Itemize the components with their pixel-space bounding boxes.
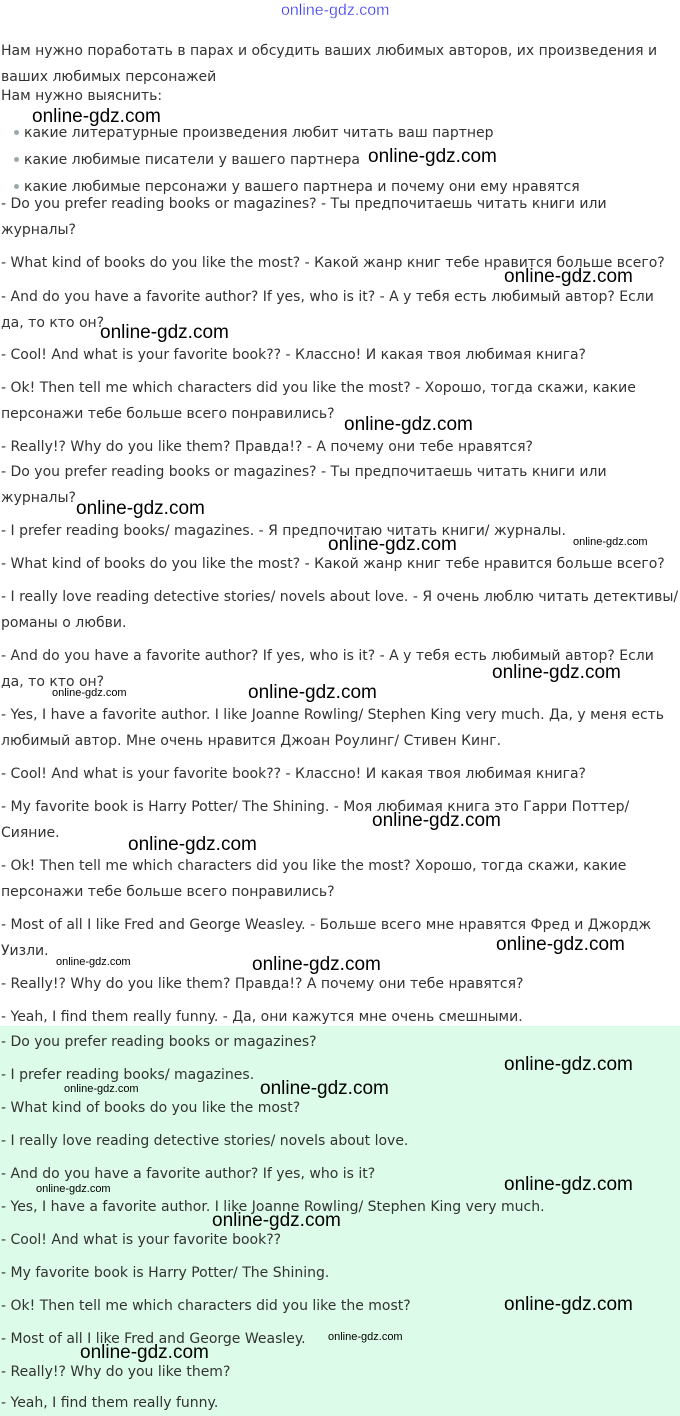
watermark: online-gdz.com — [504, 1174, 633, 1195]
watermark: online-gdz.com — [80, 1342, 209, 1363]
question-line: - Ok! Then tell me which characters did you like the most? - Хорошо, тогда скажи, какие персонажи тебе больше всего понравились? — [1, 380, 636, 422]
watermark: online-gdz.com — [64, 1083, 139, 1095]
task-need-label: Нам нужно выяснить: — [1, 88, 163, 104]
task-bullet: какие любимые писатели у вашего партнера — [24, 152, 360, 168]
watermark: online-gdz.com — [504, 1054, 633, 1075]
watermark: online-gdz.com — [504, 266, 633, 287]
watermark: online-gdz.com — [32, 106, 161, 127]
dialogue-line: - Most of all I like Fred and George Weasley. - Больше всего мне нравятся Фред и Джордж Уизли. — [1, 917, 652, 959]
watermark: online-gdz.com — [76, 498, 205, 519]
watermark: online-gdz.com — [492, 662, 621, 683]
dialogue-line: - Yeah, I find them really funny. - Да, они кажутся мне очень смешными. — [1, 1009, 523, 1025]
bullet-dot — [14, 157, 19, 162]
english-line: - I prefer reading books/ magazines. — [1, 1067, 255, 1083]
watermark: online-gdz.com — [368, 146, 497, 167]
watermark: online-gdz.com — [504, 1294, 633, 1315]
watermark: online-gdz.com — [248, 682, 377, 703]
dialogue-line: - I really love reading detective stories/ novels about love. - Я очень люблю читать детективы/ романы о любви. — [1, 589, 679, 631]
question-line: - Really!? Why do you like them? Правда!? - А почему они тебе нравятся? — [1, 439, 533, 455]
english-line: - Cool! And what is your favorite book?? — [1, 1232, 282, 1248]
question-line: - What kind of books do you like the most? - Какой жанр книг тебе нравится больше всего? — [1, 255, 665, 271]
dialogue-line: - Do you prefer reading books or magazines? - Ты предпочитаешь читать книги или журналы? — [1, 464, 607, 506]
dialogue-line: - I prefer reading books/ magazines. - Я предпочитаю читать книги/ журналы. — [1, 523, 566, 539]
bullet-dot — [14, 184, 19, 189]
watermark: online-gdz.com — [573, 536, 648, 548]
english-line: - And do you have a favorite author? If yes, who is it? — [1, 1166, 376, 1182]
dialogue-line: - My favorite book is Harry Potter/ The Shining. - Моя любимая книга это Гарри Поттер/ Сияние. — [1, 799, 630, 841]
english-line: - Really!? Why do you like them? — [1, 1364, 231, 1380]
bullet-dot — [14, 130, 19, 135]
task-intro-block — [0, 38, 680, 85]
english-line: - Most of all I like Fred and George Weasley. — [1, 1331, 306, 1347]
english-line: - I really love reading detective stories/ novels about love. — [1, 1133, 409, 1149]
watermark: online-gdz.com — [56, 956, 131, 968]
task-bullet: какие любимые персонажи у вашего партнера и почему они ему нравятся — [24, 179, 580, 195]
watermark: online-gdz.com — [328, 534, 457, 555]
question-line: - Cool! And what is your favorite book?? - Классно! И какая твоя любимая книга? — [1, 347, 586, 363]
english-line: - Ok! Then tell me which characters did you like the most? — [1, 1298, 411, 1314]
english-line: - Yes, I have a favorite author. I like Joanne Rowling/ Stephen King very much. — [1, 1199, 545, 1215]
question-line: - And do you have a favorite author? If yes, who is it? - А у тебя есть любимый автор? Если да, то кто он? — [1, 289, 654, 331]
task-intro: Нам нужно поработать в парах и обсудить ваших любимых авторов, их произведения и ваших любимых персонажей — [1, 43, 658, 85]
english-line: - Yeah, I find them really funny. — [1, 1395, 219, 1411]
dialogue-line: - What kind of books do you like the most? - Какой жанр книг тебе нравится больше всего? — [1, 556, 665, 572]
english-line: - My favorite book is Harry Potter/ The Shining. — [1, 1265, 330, 1281]
top-watermark: online-gdz.com — [281, 2, 390, 19]
watermark: online-gdz.com — [212, 1210, 341, 1231]
dialogue-line: - And do you have a favorite author? If yes, who is it? - А у тебя есть любимый автор? Если да, то кто он? — [1, 648, 654, 690]
watermark: online-gdz.com — [328, 1331, 403, 1343]
watermark: online-gdz.com — [52, 687, 127, 699]
watermark: online-gdz.com — [496, 934, 625, 955]
dialogue-line: - Yes, I have a favorite author. I like Joanne Rowling/ Stephen King very much. Да, у меня есть любимый автор. Мне очень нравится Джоан Роулинг/ Стивен Кинг. — [1, 707, 665, 749]
watermark: online-gdz.com — [252, 954, 381, 975]
dialogue-line: - Really!? Why do you like them? Правда!? А почему они тебе нравятся? — [1, 976, 524, 992]
dialogue-line: - Ok! Then tell me which characters did you like the most? Хорошо, тогда скажи, какие персонажи тебе больше всего понравились? — [1, 858, 627, 900]
english-line: - Do you prefer reading books or magazines? — [1, 1034, 317, 1050]
task-bullet: какие литературные произведения любит читать ваш партнер — [24, 125, 494, 141]
watermark: online-gdz.com — [344, 414, 473, 435]
watermark: online-gdz.com — [128, 834, 257, 855]
question-line: - Do you prefer reading books or magazines? - Ты предпочитаешь читать книги или журналы? — [1, 196, 607, 238]
watermark: online-gdz.com — [100, 322, 229, 343]
dialogue-line: - Cool! And what is your favorite book?? - Классно! И какая твоя любимая книга? — [1, 766, 586, 782]
watermark: online-gdz.com — [260, 1078, 389, 1099]
english-line: - What kind of books do you like the most? — [1, 1100, 301, 1116]
watermark: online-gdz.com — [372, 810, 501, 831]
watermark: online-gdz.com — [36, 1183, 111, 1195]
